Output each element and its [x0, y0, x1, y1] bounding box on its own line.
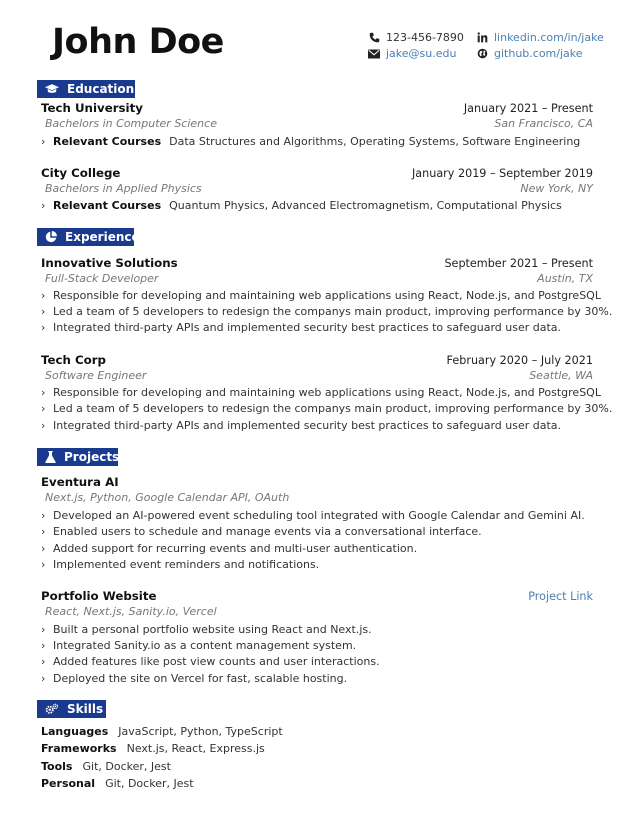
- linkedin-contact[interactable]: [476, 31, 604, 44]
- skill-row: [41, 777, 194, 790]
- email-contact[interactable]: [368, 47, 456, 60]
- github-link[interactable]: github.com/jake: [494, 47, 583, 60]
- chevron-right-icon: ›: [41, 655, 46, 668]
- section-header-education: [37, 80, 135, 98]
- flask-icon: [45, 450, 56, 464]
- bullet-text: Led a team of 5 developers to redesign the companys main product, improving performance by 30%.: [53, 402, 613, 415]
- project-name: Portfolio Website: [41, 589, 157, 603]
- bullet-text: Led a team of 5 developers to redesign the companys main product, improving performance by 30%.: [53, 305, 613, 318]
- chevron-right-icon: ›: [41, 639, 46, 652]
- bullet-text: Implemented event reminders and notifications.: [53, 558, 320, 571]
- courses-list: Quantum Physics, Advanced Electromagnetism, Computational Physics: [169, 199, 562, 212]
- chevron-right-icon: ›: [41, 525, 46, 538]
- chevron-right-icon: ›: [41, 558, 46, 571]
- bullet-item: [41, 305, 612, 318]
- bullet-text: Added features like post view counts and user interactions.: [53, 655, 380, 668]
- bullet-item: [41, 672, 347, 685]
- skill-label: Languages: [41, 725, 109, 738]
- chevron-right-icon: ›: [41, 402, 46, 415]
- section-title-projects: Projects: [64, 450, 120, 464]
- graduation-cap-icon: [45, 82, 59, 96]
- pie-chart-icon: [45, 230, 57, 244]
- skill-label: Personal: [41, 777, 96, 790]
- phone-icon: [368, 32, 380, 44]
- chevron-right-icon: ›: [41, 386, 46, 399]
- linkedin-icon: [476, 32, 488, 44]
- section-header-skills: [37, 700, 106, 718]
- globe-icon: [476, 48, 488, 60]
- bullet-text: Enabled users to schedule and manage events via a conversational interface.: [53, 525, 482, 538]
- bullet-text: Integrated third-party APIs and implemented security best practices to safeguard user data.: [53, 321, 562, 334]
- job-role: Software Engineer: [45, 369, 147, 382]
- courses-row: [41, 199, 562, 212]
- school-dates: January 2021 – Present: [463, 102, 593, 115]
- skill-value: Git, Docker, Jest: [105, 777, 194, 790]
- project-stack: Next.js, Python, Google Calendar API, OAuth: [45, 491, 290, 504]
- bullet-item: [41, 655, 380, 668]
- bullet-text: Deployed the site on Vercel for fast, scalable hosting.: [53, 672, 348, 685]
- skill-label: Tools: [41, 760, 73, 773]
- bullet-item: [41, 623, 372, 636]
- bullet-item: [41, 542, 417, 555]
- job-role: Full-Stack Developer: [45, 272, 159, 285]
- chevron-right-icon: ›: [41, 623, 46, 636]
- bullet-item: [41, 321, 561, 334]
- section-header-experience: [37, 228, 140, 246]
- degree: Bachelors in Applied Physics: [45, 182, 202, 195]
- project-name: Eventura AI: [41, 475, 119, 489]
- skill-value: JavaScript, Python, TypeScript: [118, 725, 283, 738]
- chevron-right-icon: ›: [41, 289, 46, 302]
- skill-row: [41, 725, 283, 738]
- courses-label: Relevant Courses: [53, 199, 162, 212]
- project-stack: React, Next.js, Sanity.io, Vercel: [45, 605, 217, 618]
- bullet-text: Integrated Sanity.io as a content management system.: [53, 639, 357, 652]
- bullet-item: [41, 639, 356, 652]
- chevron-right-icon: ›: [41, 135, 46, 148]
- skill-value: Git, Docker, Jest: [82, 760, 171, 773]
- company-name: Innovative Solutions: [41, 256, 178, 270]
- degree: Bachelors in Computer Science: [45, 117, 217, 130]
- job-location: Austin, TX: [537, 272, 593, 285]
- skill-row: [41, 760, 171, 773]
- section-title-experience: Experience: [65, 230, 140, 244]
- chevron-right-icon: ›: [41, 321, 46, 334]
- github-contact[interactable]: [476, 47, 583, 60]
- section-header-projects: [37, 448, 118, 466]
- bullet-item: [41, 289, 601, 302]
- phone-number: 123-456-7890: [386, 31, 464, 44]
- job-location: Seattle, WA: [529, 369, 593, 382]
- chevron-right-icon: ›: [41, 542, 46, 555]
- skill-row: [41, 742, 265, 755]
- bullet-item: [41, 525, 482, 538]
- bullet-text: Added support for recurring events and multi-user authentication.: [53, 542, 418, 555]
- school-location: San Francisco, CA: [494, 117, 593, 130]
- bullet-text: Responsible for developing and maintaining web applications using React, Node.js, and PostgreSQL: [53, 289, 601, 302]
- chevron-right-icon: ›: [41, 305, 46, 318]
- job-dates: September 2021 – Present: [444, 257, 593, 270]
- bullet-item: [41, 558, 319, 571]
- email-link[interactable]: jake@su.edu: [386, 47, 457, 60]
- school-name: Tech University: [41, 101, 143, 115]
- courses-row: [41, 135, 580, 148]
- chevron-right-icon: ›: [41, 509, 46, 522]
- bullet-item: [41, 509, 585, 522]
- job-dates: February 2020 – July 2021: [446, 354, 593, 367]
- section-title-education: Education: [67, 82, 135, 96]
- company-name: Tech Corp: [41, 353, 107, 367]
- courses-label: Relevant Courses: [53, 135, 162, 148]
- project-link[interactable]: Project Link: [528, 590, 593, 603]
- phone-contact: [368, 31, 464, 44]
- section-title-skills: Skills: [67, 702, 104, 716]
- chevron-right-icon: ›: [41, 419, 46, 432]
- gears-icon: [45, 702, 59, 716]
- bullet-item: [41, 419, 561, 432]
- bullet-text: Responsible for developing and maintaining web applications using React, Node.js, and PostgreSQL: [53, 386, 601, 399]
- linkedin-link[interactable]: linkedin.com/in/jake: [494, 31, 604, 44]
- bullet-item: [41, 402, 612, 415]
- school-dates: January 2019 – September 2019: [411, 167, 593, 180]
- skill-value: Next.js, React, Express.js: [126, 742, 265, 755]
- chevron-right-icon: ›: [41, 672, 46, 685]
- bullet-text: Integrated third-party APIs and implemented security best practices to safeguard user data.: [53, 419, 562, 432]
- skill-label: Frameworks: [41, 742, 117, 755]
- courses-list: Data Structures and Algorithms, Operating Systems, Software Engineering: [169, 135, 581, 148]
- school-name: City College: [41, 166, 121, 180]
- school-location: New York, NY: [520, 182, 593, 195]
- bullet-text: Developed an AI-powered event scheduling tool integrated with Google Calendar and Gemini AI.: [53, 509, 585, 522]
- chevron-right-icon: ›: [41, 199, 46, 212]
- bullet-text: Built a personal portfolio website using React and Next.js.: [53, 623, 372, 636]
- bullet-item: [41, 386, 601, 399]
- envelope-icon: [368, 48, 380, 60]
- candidate-name: John Doe: [52, 22, 224, 62]
